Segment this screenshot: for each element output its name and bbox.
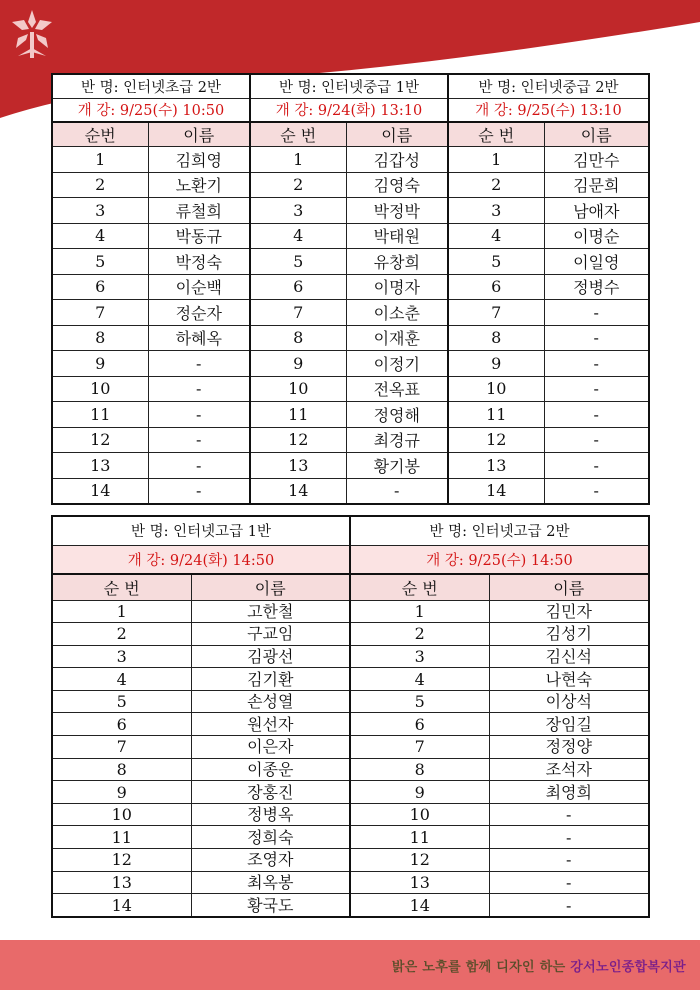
row-number-cell: 12 [250, 427, 346, 453]
student-name-cell: 이소춘 [346, 300, 448, 326]
student-name-cell: 김영숙 [346, 172, 448, 198]
class-table-bottom [51, 515, 650, 918]
student-name-cell: 박태원 [346, 223, 448, 249]
row-number-cell: 3 [52, 198, 148, 224]
student-name-cell: - [489, 849, 649, 872]
row-number-cell: 10 [250, 376, 346, 402]
student-name-cell: 하혜옥 [148, 325, 250, 351]
table-row [52, 713, 649, 736]
table-row [52, 849, 649, 872]
student-name-cell: - [346, 478, 448, 504]
student-name-cell: 고한철 [191, 600, 350, 623]
row-number-cell: 8 [350, 758, 489, 781]
row-number-cell: 8 [250, 325, 346, 351]
row-number-cell: 4 [52, 668, 191, 691]
student-name-cell: 황기봉 [346, 453, 448, 479]
row-number-cell: 11 [250, 402, 346, 428]
table-row [52, 325, 649, 351]
student-name-cell: 구교임 [191, 623, 350, 646]
student-name-cell: 김희영 [148, 147, 250, 173]
student-name-cell: 박동규 [148, 223, 250, 249]
row-number-cell: 13 [250, 453, 346, 479]
student-name-cell: 김만수 [544, 147, 649, 173]
footer-band [0, 940, 700, 990]
row-number-cell: 9 [52, 351, 148, 377]
student-name-cell: - [148, 402, 250, 428]
student-name-cell: 이종운 [191, 758, 350, 781]
open-time-cell: 개 강: 9/24(화) 13:10 [250, 98, 448, 122]
student-name-cell: 전옥표 [346, 376, 448, 402]
column-header-name: 이름 [346, 122, 448, 147]
student-name-cell: - [148, 478, 250, 504]
table-row [52, 758, 649, 781]
footer-organization: 강서노인종합복지관 [570, 960, 686, 975]
column-header-name: 이름 [544, 122, 649, 147]
row-number-cell: 10 [52, 376, 148, 402]
student-name-cell: 박정박 [346, 198, 448, 224]
table-row [52, 402, 649, 428]
student-name-cell: 조석자 [489, 758, 649, 781]
row-number-cell: 4 [52, 223, 148, 249]
student-name-cell: 정희숙 [191, 826, 350, 849]
table-row [52, 781, 649, 804]
student-name-cell: 장홍진 [191, 781, 350, 804]
row-number-cell: 1 [52, 600, 191, 623]
table-row [52, 300, 649, 326]
column-header-name: 이름 [191, 574, 350, 600]
student-name-cell: 장임길 [489, 713, 649, 736]
student-name-cell: - [489, 894, 649, 917]
table-row [52, 351, 649, 377]
student-name-cell: - [544, 402, 649, 428]
student-name-cell: - [544, 478, 649, 504]
table-row [52, 826, 649, 849]
table-row [52, 376, 649, 402]
row-number-cell: 2 [350, 623, 489, 646]
row-number-cell: 10 [448, 376, 544, 402]
row-number-cell: 5 [448, 249, 544, 275]
student-name-cell: 이상석 [489, 690, 649, 713]
table-row [52, 645, 649, 668]
student-name-cell: 김민자 [489, 600, 649, 623]
table-row [52, 871, 649, 894]
row-number-cell: 10 [350, 803, 489, 826]
row-number-cell: 1 [250, 147, 346, 173]
student-name-cell: - [148, 351, 250, 377]
student-name-cell: - [148, 453, 250, 479]
open-time-cell: 개 강: 9/25(수) 13:10 [448, 98, 649, 122]
row-number-cell: 9 [350, 781, 489, 804]
row-number-cell: 2 [52, 623, 191, 646]
student-name-cell: 이순백 [148, 274, 250, 300]
student-name-cell: 이명자 [346, 274, 448, 300]
row-number-cell: 3 [350, 645, 489, 668]
class-name-cell: 반 명: 인터넷고급 1반 [52, 516, 350, 545]
table-row [52, 172, 649, 198]
table-row [52, 736, 649, 759]
flower-logo-icon [8, 8, 56, 60]
student-name-cell: - [544, 300, 649, 326]
column-header-name: 이름 [489, 574, 649, 600]
student-name-cell: 김갑성 [346, 147, 448, 173]
column-header-number: 순 번 [350, 574, 489, 600]
table-row [52, 690, 649, 713]
row-number-cell: 9 [250, 351, 346, 377]
student-name-cell: 원선자 [191, 713, 350, 736]
footer-slogan [392, 956, 686, 975]
row-number-cell: 5 [52, 690, 191, 713]
table-row [52, 147, 649, 173]
student-name-cell: - [544, 325, 649, 351]
student-name-cell: 이명순 [544, 223, 649, 249]
row-number-cell: 13 [448, 453, 544, 479]
column-header-number: 순번 [52, 122, 148, 147]
student-name-cell: - [544, 453, 649, 479]
table-row [52, 894, 649, 917]
column-header-name: 이름 [148, 122, 250, 147]
row-number-cell: 4 [448, 223, 544, 249]
row-number-cell: 12 [448, 427, 544, 453]
row-number-cell: 8 [52, 758, 191, 781]
row-number-cell: 1 [52, 147, 148, 173]
student-name-cell: 이일영 [544, 249, 649, 275]
student-name-cell: 최경규 [346, 427, 448, 453]
student-name-cell: 정병수 [544, 274, 649, 300]
column-header-number: 순 번 [448, 122, 544, 147]
row-number-cell: 7 [52, 300, 148, 326]
row-number-cell: 14 [52, 894, 191, 917]
row-number-cell: 14 [448, 478, 544, 504]
student-name-cell: 김광선 [191, 645, 350, 668]
row-number-cell: 6 [250, 274, 346, 300]
row-number-cell: 7 [448, 300, 544, 326]
row-number-cell: 7 [250, 300, 346, 326]
row-number-cell: 8 [448, 325, 544, 351]
class-name-cell: 반 명: 인터넷중급 2반 [448, 74, 649, 98]
row-number-cell: 9 [52, 781, 191, 804]
row-number-cell: 11 [448, 402, 544, 428]
student-name-cell: 김기환 [191, 668, 350, 691]
row-number-cell: 11 [350, 826, 489, 849]
table-row [52, 668, 649, 691]
row-number-cell: 14 [250, 478, 346, 504]
footer-slogan-lead: 밝은 노후를 함께 디자인 하는 [391, 960, 566, 975]
row-number-cell: 13 [52, 453, 148, 479]
row-number-cell: 4 [350, 668, 489, 691]
row-number-cell: 5 [250, 249, 346, 275]
table-row [52, 427, 649, 453]
row-number-cell: 7 [52, 736, 191, 759]
row-number-cell: 7 [350, 736, 489, 759]
row-number-cell: 6 [52, 274, 148, 300]
student-name-cell: 이정기 [346, 351, 448, 377]
row-number-cell: 5 [52, 249, 148, 275]
row-number-cell: 3 [52, 645, 191, 668]
class-name-cell: 반 명: 인터넷중급 1반 [250, 74, 448, 98]
table-row [52, 198, 649, 224]
student-name-cell: 최옥봉 [191, 871, 350, 894]
row-number-cell: 1 [448, 147, 544, 173]
row-number-cell: 6 [448, 274, 544, 300]
student-name-cell: 정순자 [148, 300, 250, 326]
table-row [52, 478, 649, 504]
row-number-cell: 12 [52, 427, 148, 453]
table-row [52, 600, 649, 623]
row-number-cell: 11 [52, 826, 191, 849]
student-name-cell: 정병옥 [191, 803, 350, 826]
table-row [52, 453, 649, 479]
student-name-cell: 박정숙 [148, 249, 250, 275]
student-name-cell: 남애자 [544, 198, 649, 224]
row-number-cell: 11 [52, 402, 148, 428]
row-number-cell: 14 [350, 894, 489, 917]
row-number-cell: 6 [350, 713, 489, 736]
row-number-cell: 14 [52, 478, 148, 504]
student-name-cell: 조영자 [191, 849, 350, 872]
column-header-number: 순 번 [52, 574, 191, 600]
column-header-number: 순 번 [250, 122, 346, 147]
student-name-cell: 손성열 [191, 690, 350, 713]
row-number-cell: 1 [350, 600, 489, 623]
row-number-cell: 6 [52, 713, 191, 736]
student-name-cell: - [489, 871, 649, 894]
student-name-cell: 김성기 [489, 623, 649, 646]
class-name-cell: 반 명: 인터넷고급 2반 [350, 516, 649, 545]
student-name-cell: - [544, 351, 649, 377]
student-name-cell: 김문희 [544, 172, 649, 198]
class-table-top [51, 73, 650, 505]
row-number-cell: 5 [350, 690, 489, 713]
row-number-cell: 3 [250, 198, 346, 224]
student-name-cell: 이재훈 [346, 325, 448, 351]
row-number-cell: 12 [350, 849, 489, 872]
row-number-cell: 9 [448, 351, 544, 377]
student-name-cell: 정정양 [489, 736, 649, 759]
student-name-cell: 노환기 [148, 172, 250, 198]
row-number-cell: 2 [448, 172, 544, 198]
student-name-cell: 김신석 [489, 645, 649, 668]
student-name-cell: 류철희 [148, 198, 250, 224]
student-name-cell: - [148, 376, 250, 402]
open-time-cell: 개 강: 9/25(수) 14:50 [350, 545, 649, 574]
row-number-cell: 4 [250, 223, 346, 249]
student-name-cell: 이은자 [191, 736, 350, 759]
row-number-cell: 12 [52, 849, 191, 872]
student-name-cell: - [489, 826, 649, 849]
table-row [52, 623, 649, 646]
student-name-cell: 나현숙 [489, 668, 649, 691]
student-name-cell: - [148, 427, 250, 453]
table-row [52, 249, 649, 275]
row-number-cell: 8 [52, 325, 148, 351]
table-row [52, 803, 649, 826]
table-row [52, 274, 649, 300]
row-number-cell: 2 [52, 172, 148, 198]
student-name-cell: 정영해 [346, 402, 448, 428]
student-name-cell: 유창희 [346, 249, 448, 275]
row-number-cell: 3 [448, 198, 544, 224]
row-number-cell: 10 [52, 803, 191, 826]
open-time-cell: 개 강: 9/24(화) 14:50 [52, 545, 350, 574]
row-number-cell: 2 [250, 172, 346, 198]
row-number-cell: 13 [350, 871, 489, 894]
class-name-cell: 반 명: 인터넷초급 2반 [52, 74, 250, 98]
student-name-cell: 최영희 [489, 781, 649, 804]
student-name-cell: - [489, 803, 649, 826]
student-name-cell: 황국도 [191, 894, 350, 917]
open-time-cell: 개 강: 9/25(수) 10:50 [52, 98, 250, 122]
student-name-cell: - [544, 427, 649, 453]
row-number-cell: 13 [52, 871, 191, 894]
table-row [52, 223, 649, 249]
student-name-cell: - [544, 376, 649, 402]
